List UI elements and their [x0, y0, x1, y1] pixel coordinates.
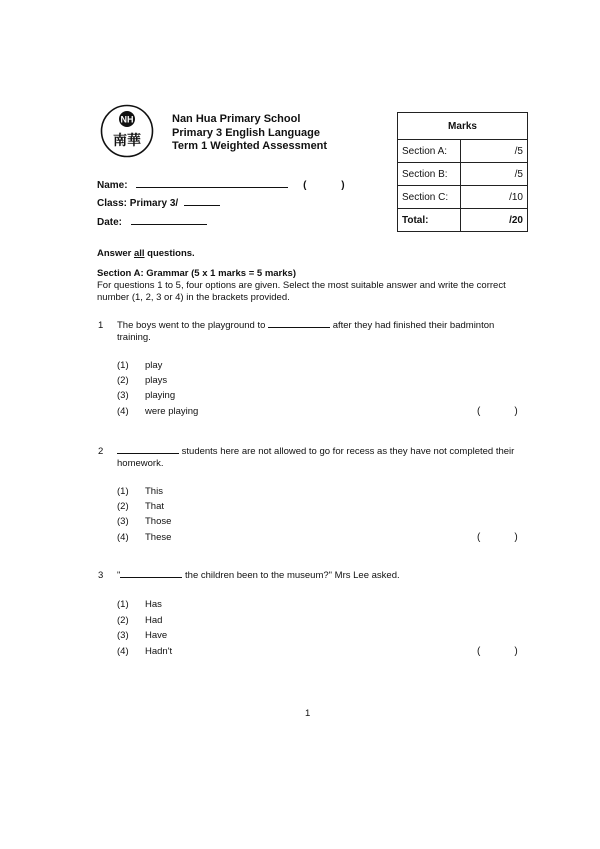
bracket-open: ( [477, 406, 481, 417]
option-text: play [145, 360, 163, 371]
option-text: Those [145, 516, 172, 527]
date-blank[interactable] [131, 224, 207, 225]
question-3-after: the children been to the museum?" Mrs Lee asked. [185, 570, 400, 581]
school-logo [100, 104, 154, 158]
question-2-text [117, 446, 527, 470]
question-3-number: 3 [98, 570, 104, 581]
option-text: That [145, 501, 165, 512]
option-text: This [145, 486, 163, 497]
option-number: (3) [117, 630, 129, 641]
question-1-text [117, 320, 527, 344]
option-number: (1) [117, 599, 129, 610]
marks-value-section-b: /5 [461, 163, 528, 186]
class-label: Class: Primary 3/ [97, 198, 179, 209]
name-label: Name: [97, 180, 128, 191]
page-number: 1 [305, 708, 311, 719]
question-1-blank [268, 327, 330, 328]
assessment-title: Term 1 Weighted Assessment [172, 140, 328, 152]
question-3-option-4 [117, 646, 172, 657]
option-text: These [145, 532, 172, 543]
question-2-option-4 [117, 532, 171, 543]
question-2-answer-bracket[interactable] [477, 532, 518, 543]
instructions-underlined: all [133, 248, 145, 259]
class-blank[interactable] [184, 205, 220, 206]
option-number: (2) [117, 375, 129, 386]
option-text: plays [145, 375, 168, 386]
school-header [172, 113, 327, 154]
question-1-after: after they had finished their badminton training. [117, 320, 495, 343]
bracket-open: ( [477, 646, 481, 657]
marks-label-section-b: Section B: [398, 163, 461, 186]
question-1-option-3 [117, 390, 175, 401]
question-3-answer-bracket[interactable] [477, 646, 518, 657]
question-3-text [117, 570, 527, 582]
marks-label-total: Total: [398, 209, 461, 232]
marks-value-section-c: /10 [461, 186, 528, 209]
name-field [97, 180, 345, 191]
option-number: (2) [117, 615, 129, 626]
option-number: (2) [117, 501, 129, 512]
question-1-option-1 [117, 360, 162, 371]
option-text: Had [145, 615, 163, 626]
section-a-header [97, 268, 527, 304]
bracket-close: ) [514, 646, 518, 657]
name-blank[interactable] [136, 187, 288, 188]
logo-chinese: 南華 [113, 133, 141, 149]
bracket-open: ( [477, 532, 481, 543]
date-label: Date: [97, 217, 123, 228]
question-1-before: The boys went to the playground to [117, 320, 266, 331]
question-3-option-3 [117, 630, 167, 641]
question-1-number: 1 [98, 320, 104, 331]
instructions [97, 248, 195, 259]
option-number: (1) [117, 360, 129, 371]
option-number: (3) [117, 390, 129, 401]
option-text: Have [145, 630, 168, 641]
marks-value-section-a: /5 [461, 140, 528, 163]
subject-title: Primary 3 English Language [172, 126, 320, 139]
instructions-prefix: Answer [97, 248, 134, 259]
option-number: (4) [117, 406, 129, 417]
question-2-option-3 [117, 516, 171, 527]
option-number: (4) [117, 646, 129, 657]
question-2-blank [117, 453, 179, 454]
question-2-option-2 [117, 501, 164, 512]
marks-value-total: /20 [461, 209, 528, 232]
bracket-close: ) [514, 406, 518, 417]
marks-title: Marks [398, 113, 528, 140]
register-paren-open: ( [303, 180, 307, 191]
option-text: Hadn't [145, 646, 173, 657]
question-2-number: 2 [98, 446, 104, 457]
option-number: (3) [117, 516, 129, 527]
marks-table [397, 112, 528, 232]
marks-label-section-c: Section C: [398, 186, 461, 209]
question-3-before: " [117, 570, 121, 581]
option-number: (1) [117, 486, 129, 497]
question-3-option-1 [117, 599, 162, 610]
instructions-suffix: questions. [144, 248, 195, 259]
option-text: playing [145, 390, 176, 401]
question-2-after: students here are not allowed to go for recess as they have not completed their homework. [117, 446, 515, 469]
date-field [97, 217, 207, 228]
class-field [97, 198, 220, 209]
marks-label-section-a: Section A: [398, 140, 461, 163]
section-a-description: For questions 1 to 5, four options are given. Select the most suitable answer and write the correct number (1, 2, 3 or 4) in the brackets provided. [97, 280, 506, 303]
logo-initials: NH [120, 114, 134, 125]
option-text: Has [145, 599, 162, 610]
question-1-answer-bracket[interactable] [477, 406, 518, 417]
option-text: were playing [145, 406, 199, 417]
bracket-close: ) [514, 532, 518, 543]
question-2-option-1 [117, 486, 163, 497]
question-3-blank [120, 577, 182, 578]
question-3-option-2 [117, 615, 162, 626]
option-number: (4) [117, 532, 129, 543]
section-a-title: Section A: Grammar (5 x 1 marks = 5 marks) [97, 268, 296, 279]
school-name: Nan Hua Primary School [172, 113, 301, 125]
register-paren-close: ) [341, 180, 345, 191]
question-1-option-4 [117, 406, 198, 417]
question-1-option-2 [117, 375, 167, 386]
